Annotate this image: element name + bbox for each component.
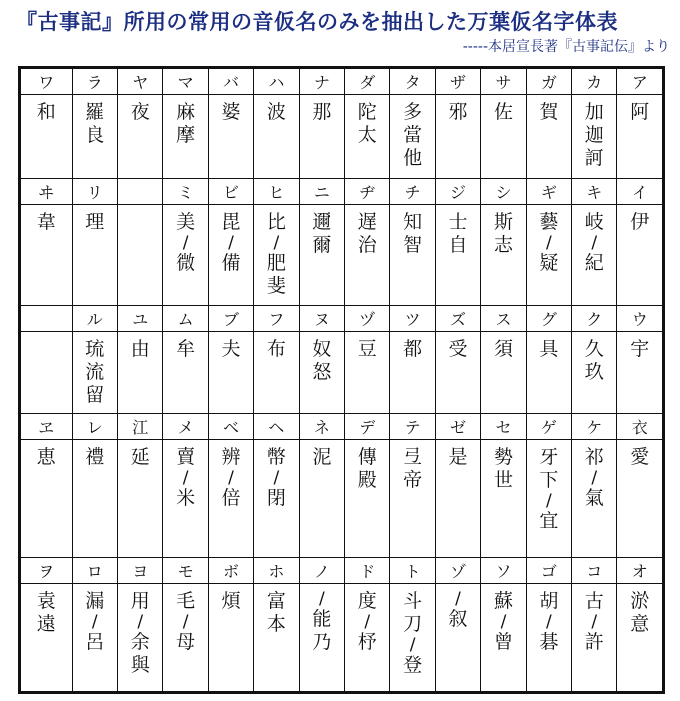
source-citation: -----本居宣長著『古事記伝』より: [462, 39, 670, 55]
kanji-char: 胡: [539, 590, 559, 613]
divider-slash: /: [182, 612, 189, 633]
kanji-cell: [254, 94, 299, 178]
kanji-char: 豆: [357, 337, 377, 360]
kana-cell: ク: [572, 306, 617, 332]
kanji-cell: [390, 331, 435, 413]
kana-cell: ヅ: [345, 306, 390, 332]
kana-row: [21, 69, 663, 95]
kanji-char: 藝: [539, 210, 559, 233]
kanji-cell: [254, 439, 299, 558]
kanji-char: 由: [130, 337, 150, 360]
kana-cell: ナ: [299, 69, 344, 95]
kana-cell: ガ: [526, 69, 571, 95]
kanji-cell: [481, 94, 526, 178]
kanji-char: 用: [130, 590, 150, 613]
kana-cell: バ: [208, 69, 253, 95]
kanji-char: 宜: [539, 509, 559, 532]
kana-cell: マ: [163, 69, 208, 95]
kanji-row: [21, 439, 663, 558]
kana-cell: リ: [72, 178, 117, 204]
kana-cell: ノ: [299, 558, 344, 584]
kanji-char: 美: [176, 210, 196, 233]
kanji-row: [21, 584, 663, 692]
kanji-char: 氣: [584, 486, 604, 509]
kanji-char: 久: [584, 337, 604, 360]
kanji-cell: [345, 331, 390, 413]
kanji-char: 斯: [493, 210, 513, 233]
kanji-cell: [163, 439, 208, 558]
kanji-cell: [299, 584, 344, 692]
kanji-char: 夫: [221, 337, 241, 360]
divider-slash: /: [318, 589, 325, 610]
kanji-cell: [163, 331, 208, 413]
kanji-cell: [526, 204, 571, 305]
kanji-char: 夜: [130, 100, 150, 123]
kanji-cell: [435, 439, 480, 558]
divider-slash: /: [409, 635, 416, 656]
kanji-cell: [481, 439, 526, 558]
kanji-char: 疑: [539, 251, 559, 274]
kana-cell: ヒ: [254, 178, 299, 204]
kanji-cell: [208, 331, 253, 413]
kanji-char: 淤: [630, 590, 650, 613]
kanji-cell: [72, 94, 117, 178]
kana-cell: ベ: [208, 413, 253, 439]
kana-cell: ヂ: [345, 178, 390, 204]
kanji-cell: [299, 331, 344, 413]
kana-cell: ワ: [21, 69, 73, 95]
kanji-char: 志: [493, 233, 513, 256]
kanji-cell: [572, 204, 617, 305]
kanji-char: 叙: [448, 608, 468, 631]
kana-cell: メ: [163, 413, 208, 439]
kanji-cell: [345, 439, 390, 558]
kanji-cell: [481, 584, 526, 692]
kanji-cell: [254, 331, 299, 413]
kana-cell: ウ: [617, 306, 663, 332]
kanji-char: 韋: [36, 210, 56, 233]
kanji-char: 斗: [403, 590, 423, 613]
kanji-cell: [208, 584, 253, 692]
kanji-char: 毘: [221, 210, 241, 233]
kanji-char: 麻: [176, 100, 196, 123]
kanji-char: 須: [493, 337, 513, 360]
divider-slash: /: [273, 467, 280, 488]
divider-slash: /: [545, 612, 552, 633]
kana-row: [21, 306, 663, 332]
kana-cell: ゲ: [526, 413, 571, 439]
kana-cell: ゼ: [435, 413, 480, 439]
kanji-char: 婆: [221, 100, 241, 123]
divider-slash: /: [591, 612, 598, 633]
kana-cell: ム: [163, 306, 208, 332]
kanji-char: 羅: [85, 100, 105, 123]
kana-cell: ヘ: [254, 413, 299, 439]
page-title: 『古事記』所用の常用の音仮名のみを抽出した万葉仮名字体表: [16, 10, 618, 34]
kanji-char: 恵: [36, 445, 56, 468]
kana-cell: ギ: [526, 178, 571, 204]
kanji-cell: [163, 584, 208, 692]
kanji-char: 富: [266, 590, 286, 613]
kanji-char: 紀: [584, 251, 604, 274]
kanji-char: 比: [266, 210, 286, 233]
kanji-cell: [390, 584, 435, 692]
kanji-char: 泥: [312, 445, 332, 468]
kanji-char: 登: [403, 654, 423, 677]
kanji-cell: [254, 584, 299, 692]
kanji-char: 是: [448, 445, 468, 468]
kana-cell: タ: [390, 69, 435, 95]
kana-cell: カ: [572, 69, 617, 95]
kana-cell: ネ: [299, 413, 344, 439]
kanji-char: 牟: [176, 337, 196, 360]
kanji-char: 邇: [312, 210, 332, 233]
kanji-char: 杼: [357, 631, 377, 654]
kanji-char: 余: [130, 631, 150, 654]
kana-cell: ヤ: [118, 69, 163, 95]
kanji-char: 都: [403, 337, 423, 360]
kanji-char: 辨: [221, 445, 241, 468]
kanji-cell: [435, 584, 480, 692]
kanji-char: 漏: [85, 590, 105, 613]
kanji-char: 訶: [584, 146, 604, 169]
kanji-char: 陀: [357, 100, 377, 123]
kanji-cell: [72, 331, 117, 413]
kana-cell: 衣: [617, 413, 663, 439]
kanji-char: 受: [448, 337, 468, 360]
kanji-cell: [208, 204, 253, 305]
kana-cell: ミ: [163, 178, 208, 204]
kana-cell: [21, 306, 73, 332]
kanji-cell: [617, 331, 663, 413]
kanji-cell: [208, 94, 253, 178]
divider-slash: /: [228, 232, 234, 253]
kanji-cell: [435, 94, 480, 178]
kana-cell: モ: [163, 558, 208, 584]
kanji-cell: [163, 204, 208, 305]
kanji-char: 袁: [36, 590, 56, 613]
kana-cell: ズ: [435, 306, 480, 332]
kana-row: [21, 558, 663, 584]
kanji-char: 遠: [36, 613, 56, 636]
kanji-char: 自: [448, 233, 468, 256]
kana-row: [21, 178, 663, 204]
kanji-cell: [526, 439, 571, 558]
kana-cell: ヰ: [21, 178, 73, 204]
manyogana-table: [18, 66, 665, 694]
kanji-cell: [390, 94, 435, 178]
divider-slash: /: [455, 589, 461, 610]
kanji-char: 佐: [493, 100, 513, 123]
kanji-cell: [72, 584, 117, 692]
kanji-char: 遅: [357, 210, 377, 233]
kanji-char: 愛: [630, 445, 650, 468]
kanji-cell: [254, 204, 299, 305]
divider-slash: /: [591, 232, 598, 253]
kana-cell: サ: [481, 69, 526, 95]
kana-cell: ダ: [345, 69, 390, 95]
kanji-char: 倍: [221, 486, 241, 509]
kanji-char: 帝: [403, 468, 423, 491]
kana-cell: 江: [118, 413, 163, 439]
kanji-char: 微: [176, 251, 196, 274]
kanji-row: [21, 94, 663, 178]
kanji-char: 良: [85, 123, 105, 146]
divider-slash: /: [228, 467, 234, 488]
kanji-cell: [481, 331, 526, 413]
kana-cell: ア: [617, 69, 663, 95]
kana-cell: ジ: [435, 178, 480, 204]
divider-slash: /: [91, 612, 98, 633]
kanji-char: 能: [312, 608, 332, 631]
divider-slash: /: [364, 612, 371, 633]
kana-cell: ホ: [254, 558, 299, 584]
kana-cell: ヨ: [118, 558, 163, 584]
kanji-char: 乃: [312, 631, 332, 654]
kana-cell: チ: [390, 178, 435, 204]
kanji-cell: [118, 439, 163, 558]
kanji-char: 宇: [630, 337, 650, 360]
kana-cell: レ: [72, 413, 117, 439]
kanji-cell: [572, 331, 617, 413]
kanji-cell: [21, 584, 73, 692]
kanji-cell: [390, 439, 435, 558]
kanji-char: 加: [584, 100, 604, 123]
kanji-char: 弖: [403, 445, 423, 468]
kanji-cell: [526, 584, 571, 692]
kanji-char: 煩: [221, 590, 241, 613]
kanji-cell: [572, 439, 617, 558]
kanji-char: 米: [176, 486, 196, 509]
kana-cell: ソ: [481, 558, 526, 584]
divider-slash: /: [545, 490, 552, 511]
kanji-cell: [299, 204, 344, 305]
divider-slash: /: [182, 467, 189, 488]
kanji-cell: [163, 94, 208, 178]
kanji-cell: [345, 94, 390, 178]
kana-cell: ツ: [390, 306, 435, 332]
kanji-char: 爾: [312, 233, 332, 256]
kana-cell: ロ: [72, 558, 117, 584]
kanji-cell: [435, 204, 480, 305]
kana-cell: ゴ: [526, 558, 571, 584]
kana-cell: ザ: [435, 69, 480, 95]
kanji-char: 伊: [630, 210, 650, 233]
kanji-char: 意: [630, 613, 650, 636]
kanji-char: 碁: [539, 631, 559, 654]
kanji-char: 幣: [266, 445, 286, 468]
divider-slash: /: [500, 612, 507, 633]
kanji-char: 古: [584, 590, 604, 613]
kana-cell: ゾ: [435, 558, 480, 584]
kanji-char: 士: [448, 210, 468, 233]
kanji-char: 治: [357, 233, 377, 256]
kana-row: [21, 413, 663, 439]
kanji-cell: [345, 204, 390, 305]
kana-cell: ス: [481, 306, 526, 332]
kana-cell: ラ: [72, 69, 117, 95]
kanji-cell: [526, 331, 571, 413]
kanji-char: 傳: [357, 445, 377, 468]
kanji-char: 母: [176, 631, 196, 654]
kana-cell: ボ: [208, 558, 253, 584]
kana-cell: ハ: [254, 69, 299, 95]
kanji-char: 度: [357, 590, 377, 613]
kanji-char: 阿: [630, 100, 650, 123]
kanji-char: 布: [266, 337, 286, 360]
kana-cell: オ: [617, 558, 663, 584]
kana-cell: キ: [572, 178, 617, 204]
kanji-cell: [208, 439, 253, 558]
kanji-char: 迦: [584, 123, 604, 146]
kanji-char: 曾: [493, 631, 513, 654]
kanji-cell: [526, 94, 571, 178]
kanji-char: 蘇: [493, 590, 513, 613]
kana-cell: [118, 178, 163, 204]
kanji-cell: [572, 584, 617, 692]
kanji-char: 毛: [176, 590, 196, 613]
kanji-char: 他: [403, 146, 423, 169]
divider-slash: /: [545, 232, 552, 253]
kanji-cell: [617, 94, 663, 178]
kanji-char: 怒: [312, 360, 332, 383]
kana-cell: ユ: [118, 306, 163, 332]
kana-cell: ビ: [208, 178, 253, 204]
kanji-char: 刀: [403, 613, 423, 636]
kanji-char: 賀: [539, 100, 559, 123]
kanji-char: 波: [266, 100, 286, 123]
kanji-char: 延: [130, 445, 150, 468]
kanji-cell: [21, 439, 73, 558]
kanji-char: 琉: [85, 337, 105, 360]
kanji-cell: [21, 331, 73, 413]
kanji-cell: [118, 204, 163, 305]
kanji-char: 勢: [493, 445, 513, 468]
kanji-cell: [118, 584, 163, 692]
kanji-char: 肥: [266, 251, 286, 274]
kanji-row: [21, 331, 663, 413]
kanji-char: 留: [85, 383, 105, 406]
kana-cell: ニ: [299, 178, 344, 204]
kanji-char: 摩: [176, 123, 196, 146]
kanji-cell: [345, 584, 390, 692]
kanji-char: 玖: [584, 360, 604, 383]
kana-cell: ド: [345, 558, 390, 584]
kanji-cell: [299, 439, 344, 558]
kanji-char: 知: [403, 210, 423, 233]
kana-cell: デ: [345, 413, 390, 439]
kanji-char: 祁: [584, 445, 604, 468]
divider-slash: /: [273, 232, 280, 253]
kanji-cell: [390, 204, 435, 305]
kanji-char: 理: [85, 210, 105, 233]
kana-cell: ブ: [208, 306, 253, 332]
kanji-cell: [617, 204, 663, 305]
kanji-char: 太: [357, 123, 377, 146]
kanji-char: 牙: [539, 445, 559, 468]
kanji-cell: [299, 94, 344, 178]
kana-cell: グ: [526, 306, 571, 332]
kanji-cell: [21, 204, 73, 305]
kanji-cell: [572, 94, 617, 178]
kana-cell: ケ: [572, 413, 617, 439]
kanji-cell: [118, 331, 163, 413]
kanji-char: 與: [130, 654, 150, 677]
kanji-cell: [118, 94, 163, 178]
kanji-cell: [21, 94, 73, 178]
kanji-char: 本: [266, 613, 286, 636]
kanji-char: 斐: [266, 274, 286, 297]
kanji-cell: [481, 204, 526, 305]
kanji-row: [21, 204, 663, 305]
kanji-char: 備: [221, 251, 241, 274]
kanji-char: 多: [403, 100, 423, 123]
kanji-char: 邪: [448, 100, 468, 123]
kanji-cell: [72, 439, 117, 558]
kana-cell: ヌ: [299, 306, 344, 332]
kanji-cell: [72, 204, 117, 305]
divider-slash: /: [137, 612, 144, 633]
kana-cell: ヲ: [21, 558, 73, 584]
kanji-char: 呂: [85, 631, 105, 654]
kanji-char: 那: [312, 100, 332, 123]
kanji-char: 禮: [85, 445, 105, 468]
kanji-char: 世: [493, 468, 513, 491]
divider-slash: /: [591, 467, 598, 488]
kanji-char: 和: [36, 100, 56, 123]
kanji-char: 殿: [357, 468, 377, 491]
kanji-char: 智: [403, 233, 423, 256]
kana-cell: ヱ: [21, 413, 73, 439]
kanji-char: 具: [539, 337, 559, 360]
kana-kanji-table: [20, 68, 663, 692]
kanji-char: 奴: [312, 337, 332, 360]
kana-cell: セ: [481, 413, 526, 439]
kana-cell: フ: [254, 306, 299, 332]
kanji-cell: [617, 584, 663, 692]
kanji-char: 下: [539, 468, 559, 491]
kanji-char: 閉: [266, 486, 286, 509]
kanji-char: 許: [584, 631, 604, 654]
kanji-cell: [435, 331, 480, 413]
kana-cell: コ: [572, 558, 617, 584]
kana-cell: テ: [390, 413, 435, 439]
divider-slash: /: [182, 232, 189, 253]
kanji-char: 賣: [176, 445, 196, 468]
kanji-cell: [617, 439, 663, 558]
kana-cell: ル: [72, 306, 117, 332]
kanji-char: 岐: [584, 210, 604, 233]
kana-cell: ト: [390, 558, 435, 584]
kanji-char: 當: [403, 123, 423, 146]
kanji-char: 流: [85, 360, 105, 383]
kana-cell: イ: [617, 178, 663, 204]
kana-cell: シ: [481, 178, 526, 204]
